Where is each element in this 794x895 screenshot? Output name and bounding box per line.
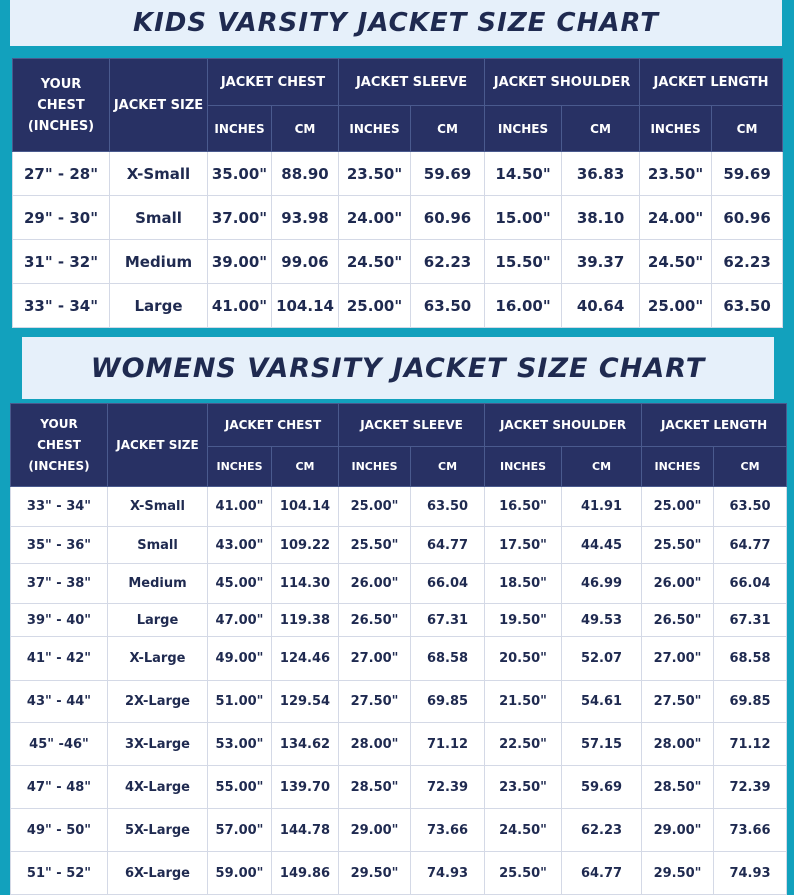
chest-range-cell: 35" - 36" xyxy=(11,527,108,564)
measurement-cell: 49.53 xyxy=(562,604,642,637)
measurement-cell: 23.50" xyxy=(640,152,712,196)
measurement-cell: 55.00" xyxy=(208,766,272,809)
measurement-cell: 27.50" xyxy=(339,681,411,723)
measurement-cell: 29.00" xyxy=(339,809,411,852)
measurement-cell: 41.00" xyxy=(208,284,272,328)
measurement-cell: 59.69 xyxy=(411,152,485,196)
measurement-cell: 71.12 xyxy=(714,723,787,766)
measurement-cell: 37.00" xyxy=(208,196,272,240)
measurement-cell: 15.50" xyxy=(485,240,562,284)
table-row xyxy=(11,681,787,723)
womens-chart-title: WOMENS VARSITY JACKET SIZE CHART xyxy=(22,337,774,399)
measurement-cell: 25.50" xyxy=(339,527,411,564)
womens-size-table xyxy=(10,403,787,895)
unit-header: CM xyxy=(411,447,485,487)
measurement-cell: 25.50" xyxy=(485,852,562,895)
unit-header: CM xyxy=(712,106,783,152)
table-row xyxy=(11,487,787,527)
table-row xyxy=(13,240,783,284)
unit-header: INCHES xyxy=(208,447,272,487)
measurement-cell: 28.50" xyxy=(642,766,714,809)
measurement-cell: 26.50" xyxy=(339,604,411,637)
unit-header: INCHES xyxy=(485,106,562,152)
chest-range-cell: 31" - 32" xyxy=(13,240,110,284)
measurement-cell: 26.50" xyxy=(642,604,714,637)
jacket-length-header: JACKET LENGTH xyxy=(640,59,783,106)
jacket-chest-header: JACKET CHEST xyxy=(208,404,339,447)
measurement-cell: 41.00" xyxy=(208,487,272,527)
jacket-sleeve-header: JACKET SLEEVE xyxy=(339,59,485,106)
measurement-cell: 109.22 xyxy=(272,527,339,564)
measurement-cell: 68.58 xyxy=(411,637,485,681)
measurement-cell: 29.50" xyxy=(339,852,411,895)
measurement-cell: 93.98 xyxy=(272,196,339,240)
chest-range-cell: 33" - 34" xyxy=(11,487,108,527)
measurement-cell: 16.50" xyxy=(485,487,562,527)
jacket-size-header: JACKET SIZE xyxy=(110,59,208,152)
unit-header: CM xyxy=(272,447,339,487)
measurement-cell: 71.12 xyxy=(411,723,485,766)
measurement-cell: 24.00" xyxy=(339,196,411,240)
measurement-cell: 134.62 xyxy=(272,723,339,766)
measurement-cell: 62.23 xyxy=(712,240,783,284)
measurement-cell: 39.37 xyxy=(562,240,640,284)
measurement-cell: 129.54 xyxy=(272,681,339,723)
measurement-cell: 29.00" xyxy=(642,809,714,852)
chest-range-cell: 49" - 50" xyxy=(11,809,108,852)
size-label-cell: 6X-Large xyxy=(108,852,208,895)
jacket-shoulder-header: JACKET SHOULDER xyxy=(485,59,640,106)
measurement-cell: 39.00" xyxy=(208,240,272,284)
measurement-cell: 52.07 xyxy=(562,637,642,681)
measurement-cell: 21.50" xyxy=(485,681,562,723)
measurement-cell: 72.39 xyxy=(411,766,485,809)
measurement-cell: 104.14 xyxy=(272,487,339,527)
measurement-cell: 20.50" xyxy=(485,637,562,681)
measurement-cell: 88.90 xyxy=(272,152,339,196)
measurement-cell: 25.50" xyxy=(642,527,714,564)
measurement-cell: 41.91 xyxy=(562,487,642,527)
measurement-cell: 26.00" xyxy=(339,564,411,604)
measurement-cell: 51.00" xyxy=(208,681,272,723)
table-row xyxy=(11,723,787,766)
measurement-cell: 17.50" xyxy=(485,527,562,564)
measurement-cell: 144.78 xyxy=(272,809,339,852)
unit-header: CM xyxy=(562,447,642,487)
unit-header: INCHES xyxy=(339,106,411,152)
measurement-cell: 74.93 xyxy=(411,852,485,895)
measurement-cell: 14.50" xyxy=(485,152,562,196)
table-row xyxy=(11,604,787,637)
size-label-cell: Small xyxy=(108,527,208,564)
size-label-cell: Small xyxy=(110,196,208,240)
measurement-cell: 69.85 xyxy=(714,681,787,723)
chest-range-cell: 41" - 42" xyxy=(11,637,108,681)
your-chest-header: YOUR CHEST (INCHES) xyxy=(11,404,108,487)
measurement-cell: 24.50" xyxy=(640,240,712,284)
size-label-cell: X-Small xyxy=(108,487,208,527)
unit-header: INCHES xyxy=(640,106,712,152)
table-row xyxy=(11,852,787,895)
measurement-cell: 29.50" xyxy=(642,852,714,895)
measurement-cell: 24.50" xyxy=(485,809,562,852)
table-row xyxy=(11,637,787,681)
your-chest-header: YOUR CHEST (INCHES) xyxy=(13,59,110,152)
measurement-cell: 23.50" xyxy=(485,766,562,809)
measurement-cell: 64.77 xyxy=(562,852,642,895)
unit-header: CM xyxy=(714,447,787,487)
measurement-cell: 68.58 xyxy=(714,637,787,681)
measurement-cell: 19.50" xyxy=(485,604,562,637)
measurement-cell: 25.00" xyxy=(339,487,411,527)
measurement-cell: 28.00" xyxy=(339,723,411,766)
size-label-cell: Large xyxy=(110,284,208,328)
measurement-cell: 63.50 xyxy=(712,284,783,328)
measurement-cell: 46.99 xyxy=(562,564,642,604)
chest-range-cell: 43" - 44" xyxy=(11,681,108,723)
measurement-cell: 35.00" xyxy=(208,152,272,196)
table-row xyxy=(11,766,787,809)
measurement-cell: 69.85 xyxy=(411,681,485,723)
measurement-cell: 62.23 xyxy=(562,809,642,852)
measurement-cell: 139.70 xyxy=(272,766,339,809)
measurement-cell: 99.06 xyxy=(272,240,339,284)
measurement-cell: 64.77 xyxy=(411,527,485,564)
chest-range-cell: 27" - 28" xyxy=(13,152,110,196)
measurement-cell: 59.69 xyxy=(712,152,783,196)
jacket-sleeve-header: JACKET SLEEVE xyxy=(339,404,485,447)
measurement-cell: 47.00" xyxy=(208,604,272,637)
unit-header: INCHES xyxy=(485,447,562,487)
measurement-cell: 59.69 xyxy=(562,766,642,809)
unit-header: CM xyxy=(411,106,485,152)
measurement-cell: 59.00" xyxy=(208,852,272,895)
measurement-cell: 27.50" xyxy=(642,681,714,723)
measurement-cell: 28.50" xyxy=(339,766,411,809)
table-row xyxy=(13,196,783,240)
size-label-cell: Large xyxy=(108,604,208,637)
table-row xyxy=(13,284,783,328)
size-label-cell: X-Small xyxy=(110,152,208,196)
chest-range-cell: 33" - 34" xyxy=(13,284,110,328)
measurement-cell: 23.50" xyxy=(339,152,411,196)
measurement-cell: 63.50 xyxy=(714,487,787,527)
measurement-cell: 149.86 xyxy=(272,852,339,895)
jacket-chest-header: JACKET CHEST xyxy=(208,59,339,106)
measurement-cell: 67.31 xyxy=(714,604,787,637)
size-label-cell: 5X-Large xyxy=(108,809,208,852)
measurement-cell: 62.23 xyxy=(411,240,485,284)
measurement-cell: 49.00" xyxy=(208,637,272,681)
table-row xyxy=(11,527,787,564)
unit-header: INCHES xyxy=(339,447,411,487)
measurement-cell: 15.00" xyxy=(485,196,562,240)
measurement-cell: 66.04 xyxy=(411,564,485,604)
unit-header: INCHES xyxy=(208,106,272,152)
measurement-cell: 36.83 xyxy=(562,152,640,196)
chest-range-cell: 51" - 52" xyxy=(11,852,108,895)
measurement-cell: 60.96 xyxy=(411,196,485,240)
measurement-cell: 24.00" xyxy=(640,196,712,240)
measurement-cell: 57.00" xyxy=(208,809,272,852)
measurement-cell: 54.61 xyxy=(562,681,642,723)
measurement-cell: 16.00" xyxy=(485,284,562,328)
chest-range-cell: 39" - 40" xyxy=(11,604,108,637)
measurement-cell: 63.50 xyxy=(411,284,485,328)
measurement-cell: 60.96 xyxy=(712,196,783,240)
chest-range-cell: 29" - 30" xyxy=(13,196,110,240)
measurement-cell: 28.00" xyxy=(642,723,714,766)
chest-range-cell: 45" -46" xyxy=(11,723,108,766)
measurement-cell: 67.31 xyxy=(411,604,485,637)
jacket-shoulder-header: JACKET SHOULDER xyxy=(485,404,642,447)
unit-header: INCHES xyxy=(642,447,714,487)
measurement-cell: 45.00" xyxy=(208,564,272,604)
unit-header: CM xyxy=(562,106,640,152)
chest-range-cell: 37" - 38" xyxy=(11,564,108,604)
measurement-cell: 114.30 xyxy=(272,564,339,604)
measurement-cell: 43.00" xyxy=(208,527,272,564)
size-label-cell: 2X-Large xyxy=(108,681,208,723)
size-label-cell: Medium xyxy=(110,240,208,284)
measurement-cell: 57.15 xyxy=(562,723,642,766)
measurement-cell: 25.00" xyxy=(640,284,712,328)
jacket-size-header: JACKET SIZE xyxy=(108,404,208,487)
measurement-cell: 25.00" xyxy=(642,487,714,527)
measurement-cell: 53.00" xyxy=(208,723,272,766)
measurement-cell: 73.66 xyxy=(714,809,787,852)
measurement-cell: 22.50" xyxy=(485,723,562,766)
measurement-cell: 119.38 xyxy=(272,604,339,637)
measurement-cell: 74.93 xyxy=(714,852,787,895)
chest-range-cell: 47" - 48" xyxy=(11,766,108,809)
unit-header: CM xyxy=(272,106,339,152)
table-row xyxy=(13,152,783,196)
jacket-length-header: JACKET LENGTH xyxy=(642,404,787,447)
table-row xyxy=(11,809,787,852)
measurement-cell: 64.77 xyxy=(714,527,787,564)
measurement-cell: 104.14 xyxy=(272,284,339,328)
size-label-cell: Medium xyxy=(108,564,208,604)
kids-size-table xyxy=(12,58,783,328)
measurement-cell: 72.39 xyxy=(714,766,787,809)
size-label-cell: 4X-Large xyxy=(108,766,208,809)
size-label-cell: X-Large xyxy=(108,637,208,681)
table-row xyxy=(11,564,787,604)
measurement-cell: 25.00" xyxy=(339,284,411,328)
size-label-cell: 3X-Large xyxy=(108,723,208,766)
measurement-cell: 24.50" xyxy=(339,240,411,284)
kids-chart-title: KIDS VARSITY JACKET SIZE CHART xyxy=(10,0,782,46)
measurement-cell: 26.00" xyxy=(642,564,714,604)
measurement-cell: 27.00" xyxy=(339,637,411,681)
measurement-cell: 40.64 xyxy=(562,284,640,328)
measurement-cell: 124.46 xyxy=(272,637,339,681)
measurement-cell: 38.10 xyxy=(562,196,640,240)
measurement-cell: 66.04 xyxy=(714,564,787,604)
measurement-cell: 63.50 xyxy=(411,487,485,527)
measurement-cell: 44.45 xyxy=(562,527,642,564)
measurement-cell: 27.00" xyxy=(642,637,714,681)
measurement-cell: 73.66 xyxy=(411,809,485,852)
measurement-cell: 18.50" xyxy=(485,564,562,604)
